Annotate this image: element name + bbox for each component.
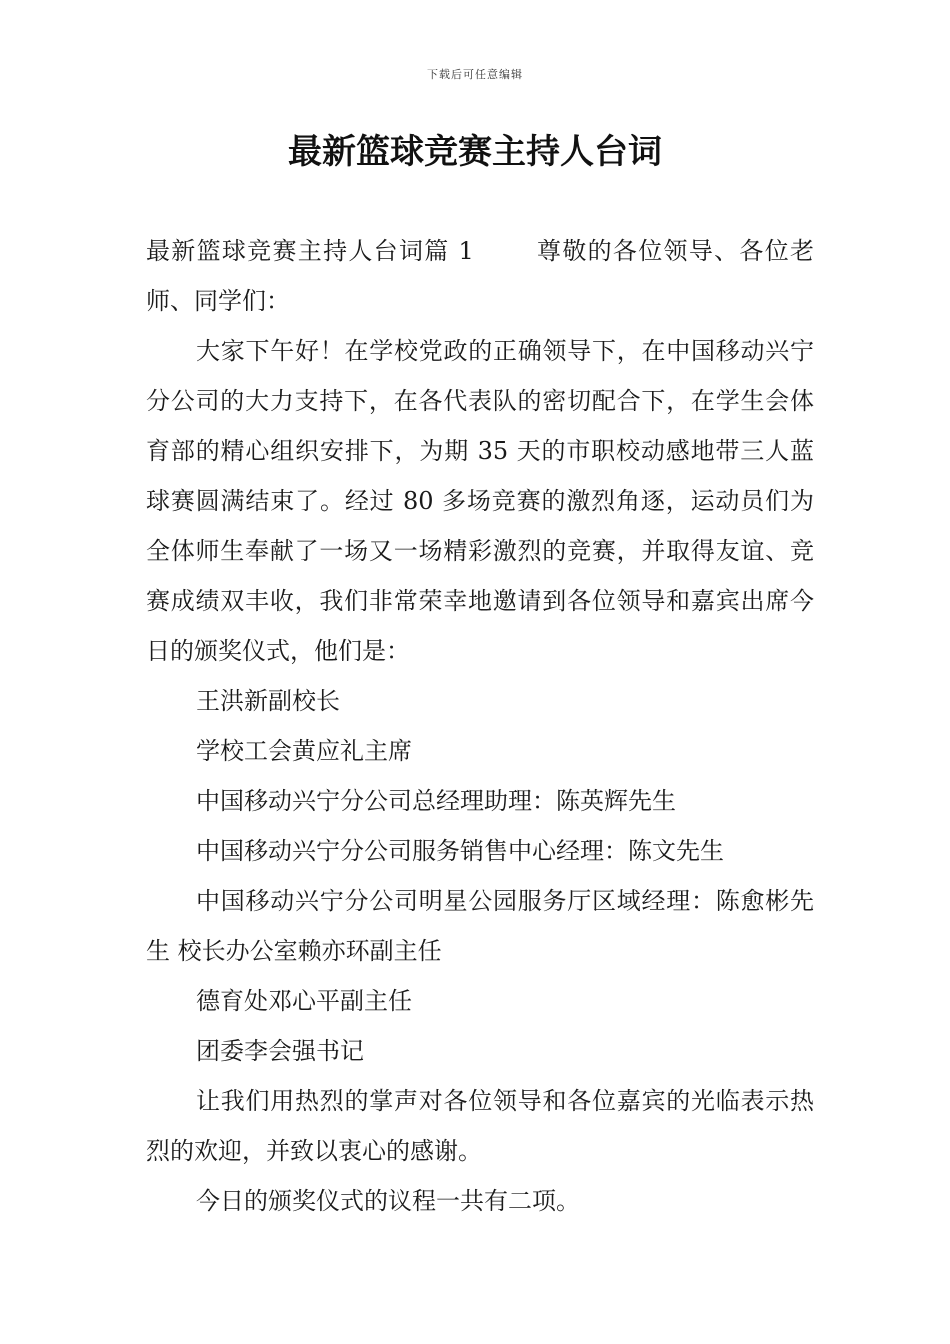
section-heading: 最新篮球竞赛主持人台词篇 1 xyxy=(146,237,474,265)
guest-item: 团委李会强书记 xyxy=(196,1037,364,1065)
guest-item: 王洪新副校长 xyxy=(196,687,340,715)
guest-item: 中国移动兴宁分公司服务销售中心经理：陈文先生 xyxy=(196,837,724,865)
thanks-paragraph: 让我们用热烈的掌声对各位领导和各位嘉宾的光临表示热烈的欢迎，并致以衷心的感谢。 xyxy=(146,1087,814,1165)
guest-item: 德育处邓心平副主任 xyxy=(196,987,412,1015)
agenda-paragraph: 今日的颁奖仪式的议程一共有二项。 xyxy=(196,1187,580,1215)
salutation: 尊敬的各位领导、各位老师、同学们： xyxy=(146,237,815,315)
document-title: 最新篮球竞赛主持人台词 xyxy=(288,132,662,172)
guest-item: 中国移动兴宁分公司总经理助理：陈英辉先生 xyxy=(196,787,676,815)
page-header-note: 下载后可任意编辑 xyxy=(427,68,523,81)
guest-item: 中国移动兴宁分公司明星公园服务厅区域经理：陈愈彬先生 校长办公室赖亦环副主任 xyxy=(146,887,814,965)
document-body xyxy=(146,226,814,1226)
opening-paragraph xyxy=(146,226,814,326)
intro-paragraph: 大家下午好！在学校党政的正确领导下，在中国移动兴宁分公司的大力支持下，在各代表队的密切配合下，在学生会体育部的精心组织安排下，为期 35 天的市职校动感地带三人蓝球赛圆满结束了。经过 80 多场竞赛的激烈角逐，运动员们为全体师生奉献了一场又一场精彩激烈的竞赛，并取得友谊、竞赛成绩双丰收，我们非常荣幸地邀请到各位领导和嘉宾出席今日的颁奖仪式，他们是： xyxy=(146,337,814,665)
guest-item: 学校工会黄应礼主席 xyxy=(196,737,412,765)
